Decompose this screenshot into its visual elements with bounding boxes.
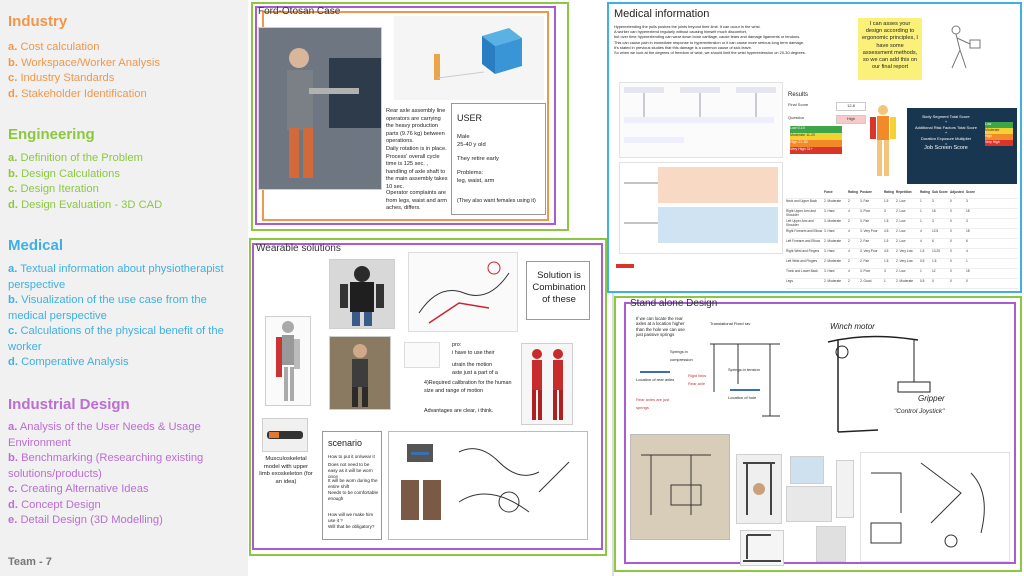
table-cell: 3. Fair: [860, 219, 870, 223]
sketch-label-joystick: "Control Joystick": [894, 408, 945, 415]
scenario-line: It will be worn during the entire shift: [328, 478, 378, 489]
arm-model-icon: [263, 419, 307, 451]
table-cell: 3: [932, 219, 934, 223]
diagram-label: Translational Fixed rav: [710, 321, 751, 326]
table-cell: 2. Moderate: [896, 279, 914, 283]
table-cell: 4.5: [884, 229, 889, 233]
risk-legend: [790, 126, 842, 156]
arm-sketch-drawing: [409, 253, 517, 331]
section-title-industry: Industry: [8, 13, 68, 30]
user-line: 25-40 y old: [457, 142, 486, 148]
table-row: [786, 209, 1018, 219]
list-item: c. Creating Alternative Ideas: [8, 483, 149, 495]
diagram-label: Location of hole: [728, 395, 757, 400]
brace-concepts: [388, 431, 588, 540]
user-title: USER: [457, 113, 483, 123]
small-sketch: [404, 342, 440, 368]
list-item: d. Design Evaluation - 3D CAD: [8, 198, 163, 211]
table-cell: 4.5: [884, 249, 889, 253]
table-cell: 2. Moderate: [824, 279, 842, 283]
diagram-label: Springs in tension: [728, 367, 760, 372]
table-cell: 2. Moderate: [824, 239, 842, 243]
table-cell: 4: [848, 209, 850, 213]
list-item: d. Stakeholder Identification: [8, 87, 147, 100]
wearable-title: Wearable solutions: [256, 243, 341, 254]
table-cell: 1: [884, 279, 886, 283]
user-line: Problems:: [457, 170, 484, 176]
scenario-line: Will that be obligatory?: [328, 524, 375, 529]
table-cell: Repetition: [896, 190, 912, 194]
table-cell: 1: [920, 199, 922, 203]
table-cell: Neck and Upper Back: [786, 199, 818, 203]
table-cell: 1: [920, 209, 922, 213]
list-item: a. Textual information about physiotherapist perspective: [8, 263, 224, 291]
table-cell: 3: [884, 269, 886, 273]
table-cell: 3: [884, 209, 886, 213]
table-cell: 0: [950, 229, 952, 233]
table-cell: 1: [966, 259, 968, 263]
table-cell: 6: [966, 239, 968, 243]
box-3d-icon: [394, 16, 544, 100]
table-cell: 18: [932, 209, 936, 213]
concept-sketch-drawing: [861, 453, 1009, 561]
medical-line: This can cause pain in immediate response to hyperextension or it can cause more serious long term damage.: [614, 39, 805, 45]
section-list-medical: [8, 262, 240, 371]
score-legend: [985, 122, 1013, 146]
flow-diagram-lines: [620, 83, 782, 157]
ford-desc-3: Operator complaints are from legs, waist and arm aches, differs.: [386, 190, 447, 211]
body-map-icon: [866, 102, 900, 182]
list-item: a. Cost calculation: [8, 41, 100, 53]
wearable-note: aste just a part of a: [452, 370, 498, 376]
exo-photo-2: [329, 336, 391, 410]
table-cell: 2: [848, 199, 850, 203]
scenario-line: Needs to be comfortable enough: [328, 490, 379, 501]
table-cell: Sub Score: [932, 190, 948, 194]
section-list-engineering: [8, 151, 240, 213]
sticky-note: [858, 18, 922, 80]
user-line: They retire early: [457, 156, 499, 162]
list-item: c. Industry Standards: [8, 72, 115, 84]
results-table: [788, 102, 868, 125]
table-cell: 0: [950, 279, 952, 283]
ford-desc-2: Daily rotation is in place. Process' overall cycle time is 125 sec. , handling of axle shaft to the main assembly takes 10 sec.: [386, 146, 448, 190]
score-very-high: Very High: [985, 140, 1013, 146]
table-cell: Left Forearm and Elbow: [786, 239, 821, 243]
annotation-diagram: [619, 162, 783, 254]
worker-photo: [258, 27, 382, 190]
model-caption: Musculoskeletal model with upper limb exoskeleton (for an idea): [259, 456, 313, 485]
results-label: Final Score: [788, 102, 809, 107]
sketch-label-gripper: Gripper: [918, 394, 945, 403]
skeleton-icon: [266, 317, 310, 405]
table-cell: 4: [920, 239, 922, 243]
diagram-label: Rear axle: [688, 381, 706, 386]
skeleton-model: [265, 316, 311, 406]
ref-photo-3: [790, 456, 824, 484]
table-cell: 18: [966, 209, 970, 213]
arm-model: [262, 418, 308, 452]
table-cell: 2: [848, 239, 850, 243]
table-cell: 0: [950, 249, 952, 253]
annotation-blocks: [620, 163, 782, 253]
table-cell: Rating: [848, 190, 858, 194]
wearable-note: utrain the motion: [452, 362, 493, 368]
diagram-label: Rear axles are just springs: [636, 397, 670, 410]
table-cell: 3. Fair: [860, 199, 870, 203]
scenario-title: scenario: [328, 438, 363, 448]
brace-sketches: [389, 432, 587, 539]
graph-paper-sketch: [630, 434, 730, 540]
table-cell: 2: [848, 259, 850, 263]
table-cell: Right Forearm and Elbow: [786, 229, 823, 233]
table-cell: 0: [950, 269, 952, 273]
table-cell: 4: [920, 229, 922, 233]
winch-sketch: [808, 312, 968, 444]
table-cell: 0: [950, 219, 952, 223]
section-list-industry: [8, 40, 240, 102]
table-cell: 13.25: [932, 249, 940, 253]
medical-line: but over time hyperextending can wear down bone cartilage, cause tears and damage ligaments or tendons.: [614, 34, 801, 40]
table-cell: 3. Hard: [824, 249, 835, 253]
medical-line: So when we look at the degrees of freedom of wrist, we should limit the wrist hyperextension on 20-30 degrees.: [614, 50, 806, 56]
table-cell: 3. Hard: [824, 269, 835, 273]
table-cell: 2. Moderate: [824, 259, 842, 263]
table-cell: 1.5: [884, 199, 889, 203]
spring-note: If we can locate the rear axles at a location higher than the hole we can use just passive springs: [636, 316, 685, 338]
grid-sketch-drawing: [631, 435, 729, 539]
ford-desc-1: Rear axle assembly line operators are carrying the heavy production parts (9.76 kg) between operations.: [386, 108, 446, 144]
exo-worker-icon: [330, 337, 390, 409]
table-cell: 0: [950, 259, 952, 263]
body-map: [866, 102, 900, 182]
list-item: d. Concept Design: [8, 498, 101, 511]
table-row: [786, 259, 1018, 269]
table-row: [786, 279, 1018, 289]
table-cell: Right Upper Arm and Shoulder: [786, 209, 816, 217]
ref-photo-4: [786, 486, 832, 522]
table-cell: Posture: [860, 190, 872, 194]
table-cell: 2: [848, 279, 850, 283]
table-cell: 3: [966, 219, 968, 223]
red-figure-render: [521, 343, 573, 425]
list-item: b. Design Calculations: [8, 167, 120, 180]
medical-line: It's stated in previous studies that this damage is a common cause of sick leave.: [614, 44, 752, 50]
section-title-industrial-design: Industrial Design: [8, 396, 130, 413]
diagram-label: Rigid links: [688, 373, 707, 378]
cad-render: [394, 16, 544, 100]
table-cell: Right Wrist and Fingers: [786, 249, 820, 253]
table-row: [786, 229, 1018, 239]
list-item: c. Design Iteration: [8, 183, 99, 195]
table-cell: 0.5: [920, 279, 925, 283]
table-cell: Legs: [786, 279, 793, 283]
list-item: b. Workspace/Worker Analysis: [8, 56, 160, 69]
table-cell: 1.5: [932, 259, 937, 263]
table-cell: 3. Moderate: [824, 219, 842, 223]
legend-high: High 21-30: [790, 140, 842, 147]
medical-title: Medical information: [614, 8, 710, 20]
table-cell: 4: [848, 229, 850, 233]
user-card: [451, 103, 546, 215]
score-moderate: Moderate: [985, 128, 1013, 134]
table-cell: 4: [966, 249, 968, 253]
table-cell: 0: [950, 199, 952, 203]
table-cell: 18: [966, 269, 970, 273]
table-cell: 2. Very Low: [896, 249, 913, 253]
solution-text: Solution is Combination of these: [532, 270, 586, 305]
score-low: Low: [985, 122, 1013, 128]
scenario-card: [322, 431, 382, 540]
table-cell: 2. Low: [896, 269, 906, 273]
user-line: (They also want females using it): [457, 198, 536, 204]
winch-drawing: [808, 312, 968, 444]
table-row: [786, 249, 1018, 259]
standalone-title: Stand alone Design: [630, 298, 718, 309]
table-cell: 2. Low: [896, 219, 906, 223]
table-cell: 12: [932, 269, 936, 273]
table-cell: 2. Low: [896, 199, 906, 203]
list-item: c. Calculations of the physical benefit of the worker: [8, 325, 224, 353]
table-cell: Left Upper Arm and Shoulder: [786, 219, 814, 227]
table-cell: Adjusted: [950, 190, 964, 194]
table-row: [786, 219, 1018, 229]
ford-case-title: Ford-Otosan Case: [258, 6, 341, 17]
table-header: [786, 190, 1018, 199]
table-cell: Force: [824, 190, 833, 194]
table-cell: 1: [920, 269, 922, 273]
table-cell: 3. Very Poor: [860, 229, 878, 233]
solution-box: [526, 261, 590, 320]
arm-sketch: [408, 252, 518, 332]
table-cell: 2. Moderate: [824, 199, 842, 203]
left-panel: [0, 0, 245, 576]
table-cell: Rating: [884, 190, 894, 194]
section-list-industrial-design: [8, 420, 240, 529]
table-cell: 1.5: [884, 219, 889, 223]
score-high: High: [985, 134, 1013, 140]
medical-line: Hyperextending the pulls pushes the joints beyond their limit. It can occur in the wrist.: [614, 24, 761, 29]
table-cell: Trunk and Lower Back: [786, 269, 818, 273]
wearable-note: Advantages are clear, i think.: [424, 408, 494, 414]
legend-moderate: Moderate 11-20: [790, 133, 842, 140]
medical-body: [614, 24, 854, 55]
table-cell: 12.5: [932, 229, 939, 233]
score-panel: [907, 108, 1017, 184]
wearable-note: 4)Required calibration for the human size and range of motion: [424, 380, 512, 394]
sticky-note-text: I can asses your design according to ergonomic principles, I have some assessment methods, so we can add this on our final report: [862, 21, 918, 71]
table-cell: 3. Poor: [860, 269, 871, 273]
ref-photo-2: [740, 530, 784, 566]
scenario-line: How to put it on/wear it: [328, 454, 375, 459]
table-cell: 3. Very Poor: [860, 249, 878, 253]
ref-photo-5: [816, 526, 846, 562]
table-row: [786, 239, 1018, 249]
scenario-line: How will we make him use it ?: [328, 512, 374, 523]
table-cell: 0.5: [920, 259, 925, 263]
table-cell: 0: [932, 279, 934, 283]
table-cell: 3. Hard: [824, 229, 835, 233]
table-cell: 2. Fair: [860, 239, 870, 243]
table-cell: 2. Low: [896, 229, 906, 233]
results-title: Results: [788, 92, 809, 98]
legend-very-high: Very High 31+: [790, 147, 842, 154]
table-cell: 0: [966, 279, 968, 283]
table-cell: 1: [920, 219, 922, 223]
table-cell: 18: [966, 229, 970, 233]
table-cell: 1.5: [884, 239, 889, 243]
diagram-label: Location of rear axles: [636, 377, 675, 382]
legend-low: Low 0-10: [790, 126, 842, 133]
table-cell: 1.5: [884, 259, 889, 263]
list-item: b. Visualization of the use case from the medical perspective: [8, 294, 207, 322]
results-value: High: [836, 115, 866, 124]
medical-line: A worker can hyperextend regularly without causing himself much discomfort,: [614, 29, 747, 35]
list-item: d. Comperative Analysis: [8, 356, 129, 368]
section-title-engineering: Engineering: [8, 126, 95, 143]
results-row: [788, 115, 868, 125]
table-cell: 2. Good: [860, 279, 872, 283]
section-title-medical: Medical: [8, 237, 64, 254]
exoskeleton-icon: [330, 260, 394, 328]
table-cell: 6: [932, 239, 934, 243]
results-label: Question: [788, 115, 805, 120]
exoskeleton-photo: [329, 259, 395, 329]
spring-diagram: [630, 312, 800, 424]
list-item: a. Analysis of the User Needs & Usage Environment: [8, 421, 201, 449]
table-row: [786, 199, 1018, 209]
sketch-label-winch: Winch motor: [830, 322, 875, 331]
table-cell: 3. Hard: [824, 209, 835, 213]
table-row: [786, 269, 1018, 279]
wearable-note: i have to use their: [452, 350, 495, 356]
table-cell: 2. Low: [896, 209, 906, 213]
table-cell: 0: [950, 239, 952, 243]
results-value: 12.8: [836, 102, 866, 111]
table-cell: Score: [966, 190, 975, 194]
table-cell: 3. Poor: [860, 209, 871, 213]
table-cell: Rating: [920, 190, 930, 194]
posture-figure: [930, 22, 992, 74]
table-cell: 2. Fair: [860, 259, 870, 263]
worker-illustration: [259, 28, 381, 189]
table-cell: 2. Low: [896, 239, 906, 243]
table-cell: 3: [966, 199, 968, 203]
list-item: b. Benchmarking (Researching existing solutions/products): [8, 452, 204, 480]
wearable-note: pro:: [452, 342, 462, 348]
ref-photo-6: [836, 460, 854, 518]
table-cell: [786, 190, 824, 198]
table-cell: Left Wrist and Fingers: [786, 259, 818, 263]
ref-photo-1: [736, 454, 782, 524]
results-row: [788, 102, 868, 112]
hoist-icon: [737, 455, 781, 523]
table-cell: 2. Very Low: [896, 259, 913, 263]
list-item: a. Definition of the Problem: [8, 152, 143, 164]
diagram-label: Springs in compression: [670, 349, 693, 362]
table-cell: 3: [932, 199, 934, 203]
list-item: e. Detail Design (3D Modelling): [8, 514, 163, 526]
scenario-line: Does not need to be easy as it will be worn once: [328, 462, 373, 479]
user-line: leg, waist, arm: [457, 178, 495, 184]
logo-mark: [616, 264, 634, 268]
lift-icon: [741, 531, 783, 565]
score-formula: Body Segment Total Score + Additional Risk Factors Total Score + Duration Exposure Multiplier = Job Screen Score: [915, 114, 977, 152]
table-cell: 1.5: [920, 249, 925, 253]
muscle-figure-icon: [522, 344, 572, 424]
table-cell: 4: [848, 269, 850, 273]
flow-diagram: [619, 82, 783, 158]
table-cell: 0: [950, 209, 952, 213]
concept-sketches: [860, 452, 1010, 562]
table-cell: 4: [848, 249, 850, 253]
posture-icon: [930, 22, 992, 74]
job-screen-table: [786, 190, 1018, 289]
team-label: Team - 7: [8, 556, 52, 568]
table-cell: 2: [848, 219, 850, 223]
user-line: Male: [457, 134, 470, 140]
